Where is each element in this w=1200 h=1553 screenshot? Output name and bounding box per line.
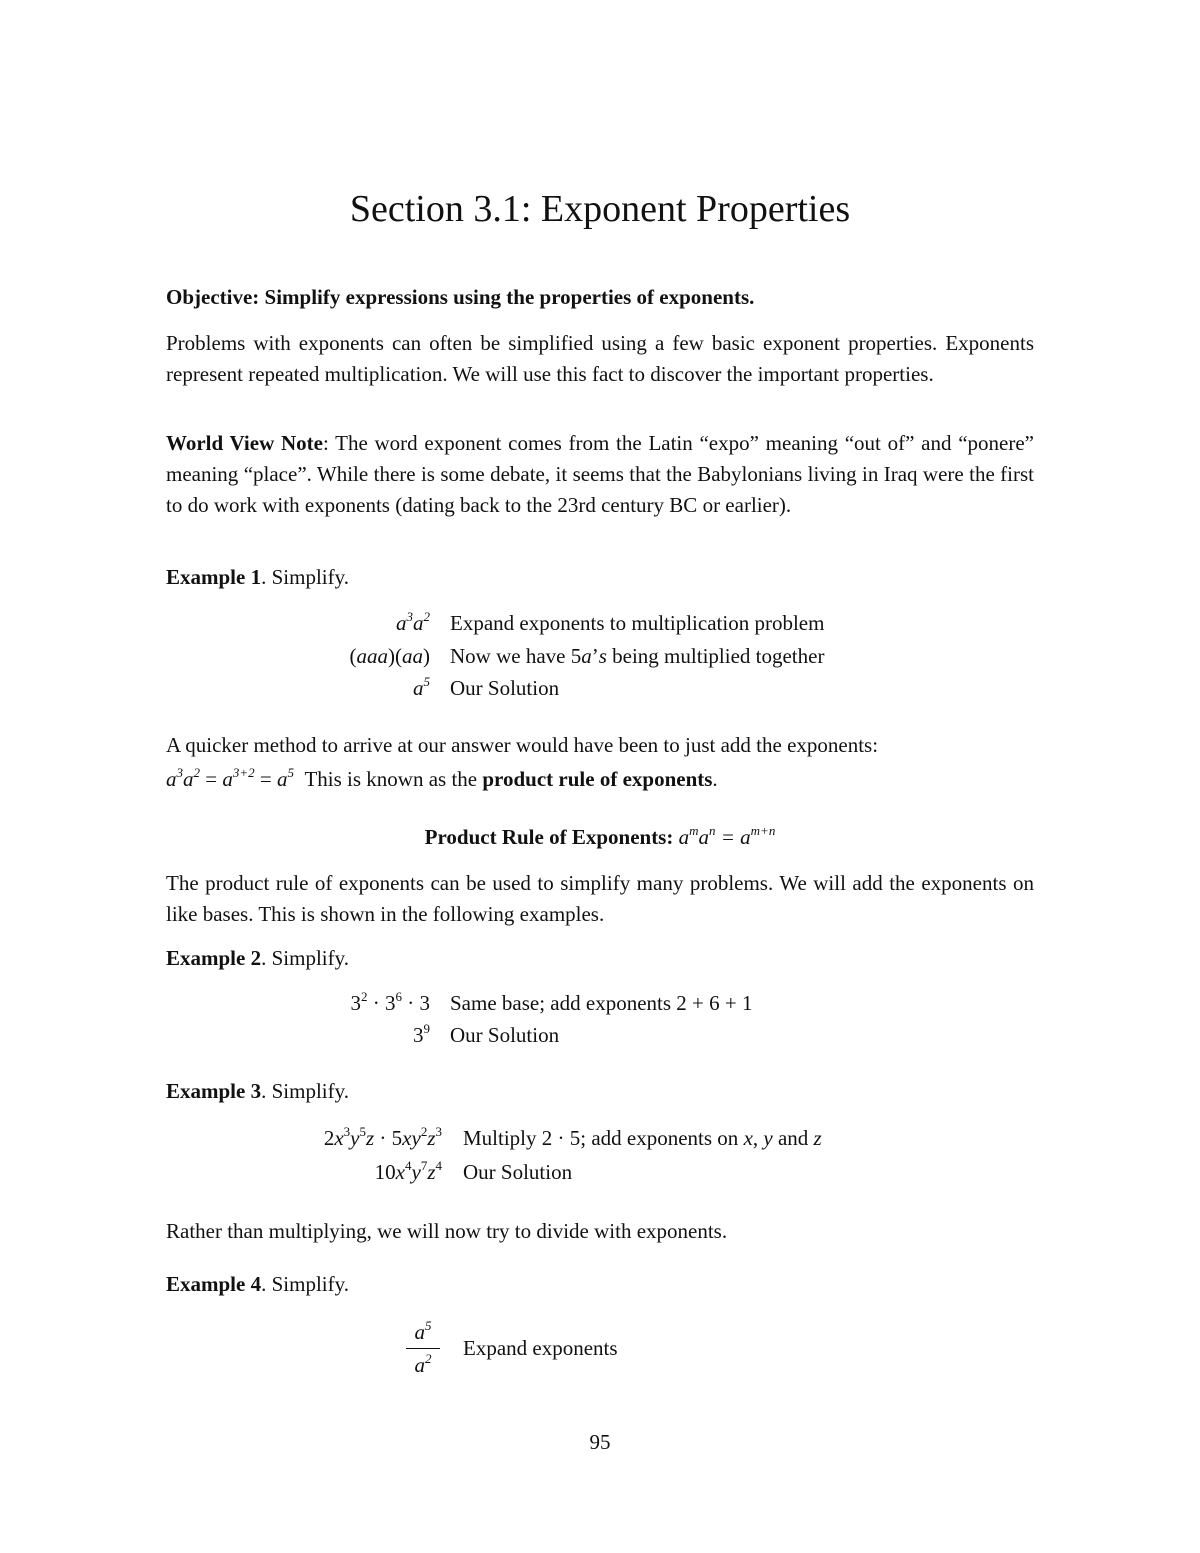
math-expression: $3^2 \cdot 3^6 \cdot 3$ [350,989,430,1015]
world-view-note [166,428,1034,521]
intro-paragraph: Problems with exponents can often be simplified using a few basic exponent properties. Exponents represent repeated multiplication. We will use this fact to discover the important properties. [166,331,1034,386]
divide-text: Rather than multiplying, we will now try to divide with exponents. [166,1219,728,1243]
example1-heading: Example 1. Simplify. [166,565,349,589]
objective: Objective: Simplify expressions using the properties of exponents. [166,285,755,309]
math-expression: $a^3a^2$ [396,609,430,635]
math-expression: $a^3a^2$ [166,765,200,791]
product-rule-formula: $a^ma^n = a^{m+n}$ [678,823,776,849]
product-rule-paragraph: The product rule of exponents can be used to simplify many problems. We will add the exponents on like bases. This is shown in the following examples. [166,871,1034,926]
fraction-expression [406,1318,440,1379]
step-note: Our Solution [450,1023,560,1047]
world-view-label: World View Note [166,431,323,455]
math-expression: $a^5$ [413,674,430,700]
quicker-method-text: A quicker method to arrive at our answer would have been to just add the exponents: [166,733,879,757]
step-note: Our Solution [450,676,560,700]
world-view-text: : The word exponent comes from the Latin “expo” meaning “out of” and “ponere” meaning “place”. While there is some debate, it seems that the Babylonians living in Iraq were the first to do work with exponents (dating back to the 23rd century BC or earlier). [166,431,1034,517]
section-title: Section 3.1: Exponent Properties [349,188,851,230]
math-expression: (aaa)(aa) [349,644,430,668]
example2-heading: Example 2. Simplify. [166,946,349,970]
product-rule-heading: Product Rule of Exponents: $a^ma^n = a^{m+n}$ [424,823,776,849]
example4-heading: Example 4. Simplify. [166,1272,349,1296]
fraction-bar [406,1348,440,1349]
math-expression: $2x^3y^5z \cdot 5xy^2z^3$ [323,1124,442,1150]
math-expression: $3^9$ [413,1021,430,1047]
denominator: $a^2$ [414,1351,432,1377]
numerator: $a^5$ [414,1318,432,1344]
math-expression: $10x^4y^7z^4$ [374,1158,442,1184]
step-note: Expand exponents [463,1336,618,1360]
step-note: Multiply 2 · 5; add exponents on x, y and z [463,1126,822,1150]
step-note: Expand exponents to multiplication problem [450,611,825,635]
step-note: Our Solution [463,1160,573,1184]
product-rule-sentence: $a^3a^2 = a^{3+2} = a^5$ This is known as the product rule of exponents. [166,765,718,791]
page-number: 95 [589,1430,611,1454]
step-note: Now we have 5a’s being multiplied together [450,644,825,668]
step-note: Same base; add exponents 2 + 6 + 1 [450,991,753,1015]
example3-heading: Example 3. Simplify. [166,1079,349,1103]
